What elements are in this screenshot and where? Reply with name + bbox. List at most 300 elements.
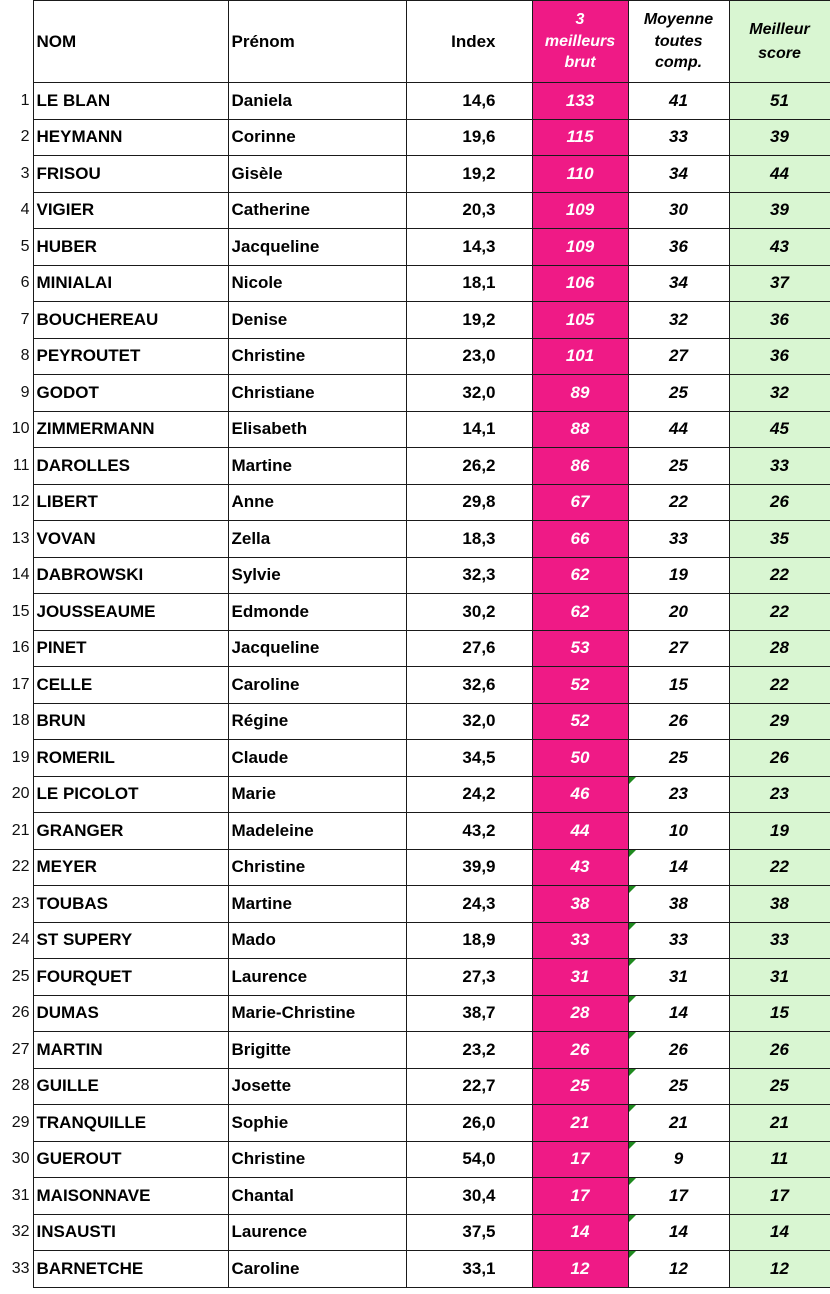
cell-meilleur-score[interactable]: 31 [729,959,830,996]
cell-meilleur-score[interactable]: 38 [729,886,830,923]
cell-best3-brut[interactable]: 14 [532,1214,628,1251]
cell-moyenne[interactable] [628,1251,729,1288]
header-best3-line-2: meilleurs [544,32,616,50]
cell-best3-brut[interactable]: 33 [532,922,628,959]
table-row [0,156,830,193]
cell-prenom[interactable]: Laurence [228,1214,406,1251]
comment-indicator-icon[interactable] [629,923,636,930]
cell-moyenne[interactable]: 34 [628,265,729,302]
cell-moyenne[interactable] [628,959,729,996]
cell-meilleur-score[interactable]: 17 [729,1178,830,1215]
cell-moyenne[interactable]: 36 [628,229,729,266]
cell-moyenne-value: 14 [669,857,688,877]
cell-best3-brut[interactable]: 17 [532,1178,628,1215]
cell-moyenne[interactable]: 26 [628,703,729,740]
comment-indicator-icon[interactable] [629,850,636,857]
header-meilleur-score[interactable] [729,1,830,83]
table-row [0,521,830,558]
cell-nom[interactable]: MARTIN [33,1032,228,1069]
comment-indicator-icon[interactable] [629,1142,636,1149]
cell-moyenne-value: 31 [669,966,688,986]
cell-moyenne[interactable] [628,1068,729,1105]
header-avg-line-3: comp. [654,54,703,72]
table-row [0,338,830,375]
cell-index[interactable]: 27,6 [406,630,532,667]
table-row [0,667,830,704]
cell-meilleur-score[interactable]: 28 [729,630,830,667]
table-row [0,229,830,266]
cell-moyenne[interactable]: 15 [628,667,729,704]
cell-prenom[interactable]: Elisabeth [228,411,406,448]
cell-nom[interactable]: JOUSSEAUME [33,594,228,631]
row-rank: 11 [12,456,30,474]
cell-nom[interactable]: MEYER [33,849,228,886]
cell-best3-brut[interactable]: 109 [532,229,628,266]
cell-nom[interactable]: VOVAN [33,521,228,558]
cell-best3-brut[interactable]: 52 [532,703,628,740]
cell-index[interactable]: 34,5 [406,740,532,777]
row-rank: 33 [11,1259,30,1277]
cell-best3-brut[interactable]: 52 [532,667,628,704]
row-rank: 19 [11,748,30,766]
cell-meilleur-score[interactable]: 36 [729,338,830,375]
cell-prenom[interactable]: Brigitte [228,1032,406,1069]
cell-moyenne[interactable]: 22 [628,484,729,521]
row-rank: 12 [11,493,30,511]
cell-prenom[interactable]: Laurence [228,959,406,996]
cell-prenom[interactable]: Christiane [228,375,406,412]
cell-best3-brut[interactable]: 110 [532,156,628,193]
cell-nom[interactable]: LIBERT [33,484,228,521]
row-rank: 8 [20,347,30,365]
table-row [0,119,830,156]
cell-index[interactable]: 18,1 [406,265,532,302]
cell-moyenne[interactable]: 32 [628,302,729,339]
cell-moyenne-value: 38 [669,893,688,913]
row-rank: 31 [11,1186,30,1204]
cell-best3-brut[interactable]: 31 [532,959,628,996]
header-best-line-2: score [758,44,801,62]
header-moyenne[interactable] [628,1,729,83]
cell-nom[interactable]: FOURQUET [33,959,228,996]
row-rank: 21 [11,821,30,839]
cell-index[interactable]: 19,2 [406,156,532,193]
cell-nom[interactable]: HEYMANN [33,119,228,156]
cell-moyenne[interactable]: 20 [628,594,729,631]
table-row [0,886,830,923]
comment-indicator-icon[interactable] [629,1251,636,1258]
cell-moyenne[interactable]: 27 [628,338,729,375]
row-rank: 28 [11,1077,30,1095]
header-avg-line-2: toutes [654,32,703,50]
cell-meilleur-score[interactable]: 43 [729,229,830,266]
cell-nom[interactable]: PEYROUTET [33,338,228,375]
cell-prenom[interactable]: Jacqueline [228,630,406,667]
cell-best3-brut[interactable]: 17 [532,1141,628,1178]
cell-moyenne[interactable] [628,776,729,813]
header-best3-line-1: 3 [575,11,585,29]
comment-indicator-icon[interactable] [629,959,636,966]
cell-best3-brut[interactable]: 38 [532,886,628,923]
cell-meilleur-score[interactable]: 15 [729,995,830,1032]
cell-meilleur-score[interactable]: 26 [729,484,830,521]
cell-best3-brut[interactable]: 28 [532,995,628,1032]
cell-nom[interactable]: ST SUPERY [33,922,228,959]
row-rank: 20 [11,785,30,803]
cell-nom[interactable]: BARNETCHE [33,1251,228,1288]
cell-prenom[interactable]: Christine [228,849,406,886]
table-row [0,594,830,631]
cell-nom[interactable]: LE PICOLOT [33,776,228,813]
ranking-table-body [0,1,830,1288]
cell-moyenne[interactable] [628,886,729,923]
row-rank: 16 [11,639,30,657]
cell-meilleur-score[interactable]: 44 [729,156,830,193]
cell-moyenne[interactable] [628,1178,729,1215]
cell-nom[interactable]: DUMAS [33,995,228,1032]
cell-nom[interactable]: DABROWSKI [33,557,228,594]
cell-meilleur-score[interactable]: 39 [729,119,830,156]
cell-best3-brut[interactable]: 50 [532,740,628,777]
row-rank: 23 [11,894,30,912]
cell-best3-brut[interactable]: 21 [532,1105,628,1142]
table-row [0,1141,830,1178]
comment-indicator-icon[interactable] [629,1178,636,1185]
row-rank: 17 [11,675,30,693]
row-rank: 3 [20,164,30,182]
cell-meilleur-score[interactable]: 26 [729,740,830,777]
cell-best3-brut[interactable]: 66 [532,521,628,558]
cell-moyenne[interactable]: 27 [628,630,729,667]
cell-prenom[interactable]: Catherine [228,192,406,229]
row-rank: 13 [11,529,30,547]
row-rank: 10 [11,420,30,438]
cell-prenom[interactable]: Régine [228,703,406,740]
cell-best3-brut[interactable]: 43 [532,849,628,886]
cell-moyenne-value: 25 [669,1076,688,1096]
row-rank: 4 [20,201,30,219]
cell-prenom[interactable]: Caroline [228,667,406,704]
cell-nom[interactable]: BOUCHEREAU [33,302,228,339]
header-rank-cell [0,1,33,83]
comment-indicator-icon[interactable] [629,1069,636,1076]
cell-prenom[interactable]: Martine [228,448,406,485]
cell-moyenne[interactable]: 19 [628,557,729,594]
cell-best3-brut[interactable]: 53 [532,630,628,667]
cell-index[interactable]: 19,2 [406,302,532,339]
cell-prenom[interactable]: Anne [228,484,406,521]
cell-index[interactable]: 23,2 [406,1032,532,1069]
table-row [0,411,830,448]
cell-best3-brut[interactable]: 44 [532,813,628,850]
cell-prenom[interactable]: Edmonde [228,594,406,631]
cell-meilleur-score[interactable]: 37 [729,265,830,302]
cell-index[interactable]: 18,9 [406,922,532,959]
cell-nom[interactable]: BRUN [33,703,228,740]
cell-meilleur-score[interactable]: 39 [729,192,830,229]
row-rank: 29 [11,1113,30,1131]
cell-prenom[interactable]: Marie [228,776,406,813]
cell-moyenne[interactable]: 33 [628,521,729,558]
cell-nom[interactable]: FRISOU [33,156,228,193]
cell-best3-brut[interactable]: 106 [532,265,628,302]
cell-meilleur-score[interactable]: 19 [729,813,830,850]
cell-index[interactable]: 26,0 [406,1105,532,1142]
header-index[interactable]: Index [406,1,532,83]
cell-nom[interactable]: MINIALAI [33,265,228,302]
row-rank: 32 [11,1223,30,1241]
cell-moyenne[interactable] [628,1141,729,1178]
cell-best3-brut[interactable]: 25 [532,1068,628,1105]
cell-meilleur-score[interactable]: 32 [729,375,830,412]
cell-moyenne[interactable]: 25 [628,375,729,412]
cell-index[interactable]: 27,3 [406,959,532,996]
cell-moyenne[interactable] [628,1032,729,1069]
comment-indicator-icon[interactable] [629,777,636,784]
cell-nom[interactable]: GODOT [33,375,228,412]
cell-index[interactable]: 30,2 [406,594,532,631]
cell-best3-brut[interactable]: 12 [532,1251,628,1288]
table-row [0,83,830,120]
cell-nom[interactable]: ZIMMERMANN [33,411,228,448]
cell-index[interactable]: 20,3 [406,192,532,229]
cell-index[interactable]: 14,3 [406,229,532,266]
cell-moyenne-value: 9 [673,1149,684,1169]
header-best3-line-3: brut [564,54,596,72]
cell-meilleur-score[interactable]: 33 [729,922,830,959]
cell-index[interactable]: 38,7 [406,995,532,1032]
cell-nom[interactable]: MAISONNAVE [33,1178,228,1215]
cell-nom[interactable]: GUEROUT [33,1141,228,1178]
cell-moyenne-value: 26 [669,1039,688,1059]
cell-meilleur-score[interactable]: 22 [729,557,830,594]
table-row [0,630,830,667]
cell-prenom[interactable]: Christine [228,1141,406,1178]
cell-index[interactable]: 23,0 [406,338,532,375]
cell-prenom[interactable]: Corinne [228,119,406,156]
cell-index[interactable]: 33,1 [406,1251,532,1288]
cell-meilleur-score[interactable]: 51 [729,83,830,120]
table-row [0,484,830,521]
table-row [0,922,830,959]
cell-index[interactable]: 19,6 [406,119,532,156]
table-row [0,1251,830,1288]
cell-index[interactable]: 24,2 [406,776,532,813]
cell-nom[interactable]: PINET [33,630,228,667]
cell-best3-brut[interactable]: 86 [532,448,628,485]
cell-best3-brut[interactable]: 88 [532,411,628,448]
header-best3-brut[interactable] [532,1,628,83]
cell-meilleur-score[interactable]: 25 [729,1068,830,1105]
cell-prenom[interactable]: Martine [228,886,406,923]
cell-index[interactable]: 14,6 [406,83,532,120]
comment-indicator-icon[interactable] [629,996,636,1003]
header-nom[interactable]: NOM [33,1,228,83]
cell-best3-brut[interactable]: 101 [532,338,628,375]
cell-moyenne-value: 12 [669,1258,688,1278]
cell-moyenne[interactable]: 25 [628,740,729,777]
cell-moyenne[interactable]: 33 [628,119,729,156]
cell-prenom[interactable]: Jacqueline [228,229,406,266]
row-rank: 26 [11,1004,30,1022]
cell-index[interactable]: 26,2 [406,448,532,485]
cell-prenom[interactable]: Mado [228,922,406,959]
cell-best3-brut[interactable]: 115 [532,119,628,156]
row-rank: 15 [11,602,30,620]
cell-index[interactable]: 32,0 [406,703,532,740]
cell-prenom[interactable]: Daniela [228,83,406,120]
table-row [0,1105,830,1142]
cell-nom[interactable]: CELLE [33,667,228,704]
row-rank: 7 [20,310,30,328]
cell-index[interactable]: 32,0 [406,375,532,412]
cell-meilleur-score[interactable]: 22 [729,594,830,631]
table-row [0,1214,830,1251]
cell-index[interactable]: 14,1 [406,411,532,448]
cell-moyenne[interactable] [628,849,729,886]
comment-indicator-icon[interactable] [629,1215,636,1222]
cell-prenom[interactable]: Sophie [228,1105,406,1142]
cell-prenom[interactable]: Josette [228,1068,406,1105]
cell-meilleur-score[interactable]: 22 [729,667,830,704]
table-row [0,448,830,485]
cell-best3-brut[interactable]: 109 [532,192,628,229]
cell-nom[interactable]: HUBER [33,229,228,266]
cell-moyenne[interactable]: 30 [628,192,729,229]
cell-meilleur-score[interactable]: 35 [729,521,830,558]
cell-index[interactable]: 37,5 [406,1214,532,1251]
cell-index[interactable]: 22,7 [406,1068,532,1105]
table-row [0,959,830,996]
table-row [0,849,830,886]
header-avg-line-1: Moyenne [643,11,714,29]
table-row [0,1178,830,1215]
table-row [0,1068,830,1105]
cell-moyenne-value: 23 [669,784,688,804]
cell-moyenne-value: 33 [669,930,688,950]
cell-meilleur-score[interactable]: 29 [729,703,830,740]
comment-indicator-icon[interactable] [629,1032,636,1039]
table-row [0,557,830,594]
cell-meilleur-score[interactable]: 26 [729,1032,830,1069]
cell-index[interactable]: 24,3 [406,886,532,923]
cell-best3-brut[interactable]: 133 [532,83,628,120]
cell-moyenne[interactable] [628,922,729,959]
cell-best3-brut[interactable]: 46 [532,776,628,813]
cell-nom[interactable]: DAROLLES [33,448,228,485]
cell-moyenne[interactable]: 34 [628,156,729,193]
table-row [0,995,830,1032]
cell-index[interactable]: 32,3 [406,557,532,594]
cell-prenom[interactable]: Zella [228,521,406,558]
cell-index[interactable]: 43,2 [406,813,532,850]
row-rank: 25 [11,967,30,985]
cell-nom[interactable]: GRANGER [33,813,228,850]
cell-index[interactable]: 30,4 [406,1178,532,1215]
cell-index[interactable]: 18,3 [406,521,532,558]
comment-indicator-icon[interactable] [629,886,636,893]
cell-nom[interactable]: ROMERIL [33,740,228,777]
table-row [0,375,830,412]
cell-nom[interactable]: GUILLE [33,1068,228,1105]
cell-prenom[interactable]: Sylvie [228,557,406,594]
row-rank: 22 [11,858,30,876]
cell-meilleur-score[interactable]: 33 [729,448,830,485]
cell-moyenne[interactable]: 25 [628,448,729,485]
cell-meilleur-score[interactable]: 12 [729,1251,830,1288]
header-best-line-1: Meilleur [749,21,810,39]
cell-best3-brut[interactable]: 105 [532,302,628,339]
table-row [0,776,830,813]
cell-prenom[interactable]: Chantal [228,1178,406,1215]
comment-indicator-icon[interactable] [629,1105,636,1112]
table-row [0,1032,830,1069]
row-rank: 2 [20,128,30,146]
cell-moyenne[interactable]: 44 [628,411,729,448]
cell-prenom[interactable]: Marie-Christine [228,995,406,1032]
cell-moyenne-value: 14 [669,1222,688,1242]
cell-prenom[interactable]: Caroline [228,1251,406,1288]
cell-index[interactable]: 39,9 [406,849,532,886]
table-row [0,703,830,740]
row-rank: 5 [20,237,30,255]
row-rank: 27 [11,1040,30,1058]
cell-moyenne[interactable]: 41 [628,83,729,120]
cell-prenom[interactable]: Nicole [228,265,406,302]
cell-meilleur-score[interactable]: 23 [729,776,830,813]
cell-best3-brut[interactable]: 89 [532,375,628,412]
cell-prenom[interactable]: Gisèle [228,156,406,193]
cell-nom[interactable]: TOUBAS [33,886,228,923]
cell-meilleur-score[interactable]: 36 [729,302,830,339]
cell-nom[interactable]: LE BLAN [33,83,228,120]
cell-prenom[interactable]: Claude [228,740,406,777]
row-rank: 9 [20,383,30,401]
cell-nom[interactable]: TRANQUILLE [33,1105,228,1142]
cell-prenom[interactable]: Christine [228,338,406,375]
cell-moyenne[interactable] [628,995,729,1032]
cell-meilleur-score[interactable]: 21 [729,1105,830,1142]
cell-best3-brut[interactable]: 62 [532,557,628,594]
cell-best3-brut[interactable]: 62 [532,594,628,631]
cell-index[interactable]: 54,0 [406,1141,532,1178]
cell-nom[interactable]: INSAUSTI [33,1214,228,1251]
cell-meilleur-score[interactable]: 22 [729,849,830,886]
cell-moyenne-value: 17 [669,1185,688,1205]
cell-prenom[interactable]: Madeleine [228,813,406,850]
table-row [0,302,830,339]
cell-meilleur-score[interactable]: 11 [729,1141,830,1178]
cell-moyenne[interactable]: 10 [628,813,729,850]
cell-meilleur-score[interactable]: 14 [729,1214,830,1251]
cell-prenom[interactable]: Denise [228,302,406,339]
cell-best3-brut[interactable]: 26 [532,1032,628,1069]
header-row [0,1,830,83]
cell-moyenne[interactable] [628,1105,729,1142]
row-rank: 24 [11,931,30,949]
cell-index[interactable]: 29,8 [406,484,532,521]
cell-index[interactable]: 32,6 [406,667,532,704]
cell-meilleur-score[interactable]: 45 [729,411,830,448]
cell-moyenne[interactable] [628,1214,729,1251]
table-row [0,740,830,777]
header-prenom[interactable]: Prénom [228,1,406,83]
row-rank: 18 [11,712,30,730]
cell-nom[interactable]: VIGIER [33,192,228,229]
row-rank: 14 [11,566,30,584]
cell-best3-brut[interactable]: 67 [532,484,628,521]
table-row [0,265,830,302]
